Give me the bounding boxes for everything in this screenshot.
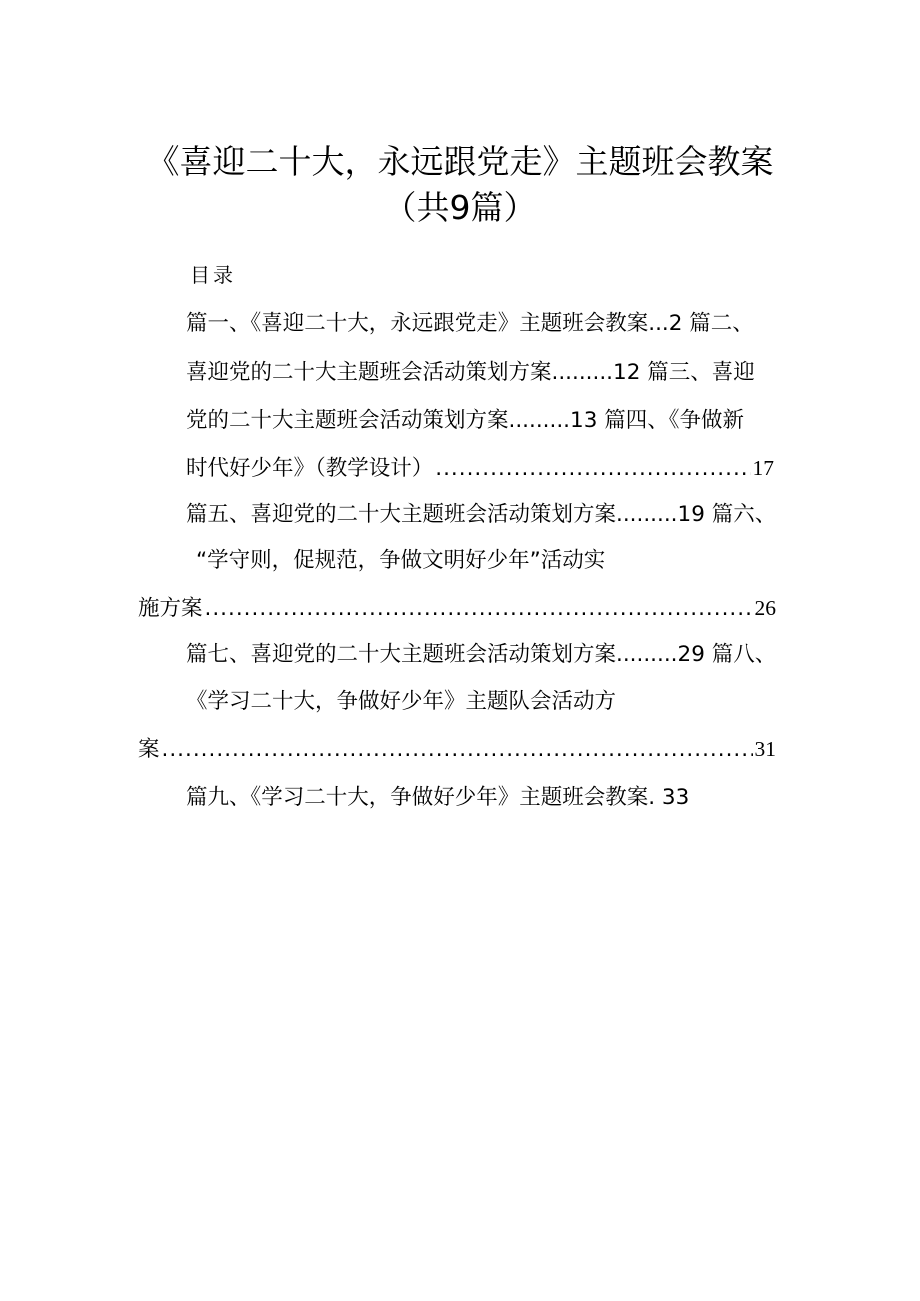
toc-line-7-text: 施方案	[138, 596, 203, 621]
toc-line-6[interactable]: “学守则，促规范，争做文明好少年”活动实	[196, 548, 606, 573]
toc-line-10[interactable]	[138, 734, 776, 765]
toc-leader-dots	[162, 735, 753, 765]
document-title-line-2: （共9篇）	[383, 188, 537, 227]
toc-line-2[interactable]: 喜迎党的二十大主题班会活动策划方案.........12 篇三、喜迎	[186, 360, 755, 385]
toc-line-1[interactable]: 篇一、《喜迎二十大，永远跟党走》主题班会教案...2 篇二、	[186, 311, 754, 336]
toc-line-7[interactable]	[138, 593, 776, 624]
toc-line-9[interactable]: 《学习二十大，争做好少年》主题队会活动方	[186, 689, 617, 714]
toc-line-8[interactable]: 篇七、喜迎党的二十大主题班会活动策划方案.........29 篇八、	[186, 642, 777, 667]
toc-line-7-page: 26	[754, 596, 776, 620]
toc-leader-dots	[205, 594, 753, 624]
toc-heading: 目录	[190, 263, 236, 287]
toc-line-3[interactable]: 党的二十大主题班会活动策划方案.........13 篇四、《争做新	[186, 408, 744, 433]
toc-line-4[interactable]	[186, 453, 774, 484]
toc-line-4-text: 时代好少年》（教学设计）	[186, 456, 434, 481]
document-title-line-1: 《喜迎二十大，永远跟党走》主题班会教案	[146, 142, 774, 181]
toc-line-11[interactable]: 篇九、《学习二十大，争做好少年》主题班会教案. 33	[186, 785, 690, 810]
toc-line-5[interactable]: 篇五、喜迎党的二十大主题班会活动策划方案.........19 篇六、	[186, 502, 777, 527]
toc-line-10-text: 案	[138, 737, 160, 762]
toc-line-4-page: 17	[752, 456, 774, 480]
toc-leader-dots	[435, 454, 750, 484]
toc-line-10-page: 31	[754, 737, 776, 761]
